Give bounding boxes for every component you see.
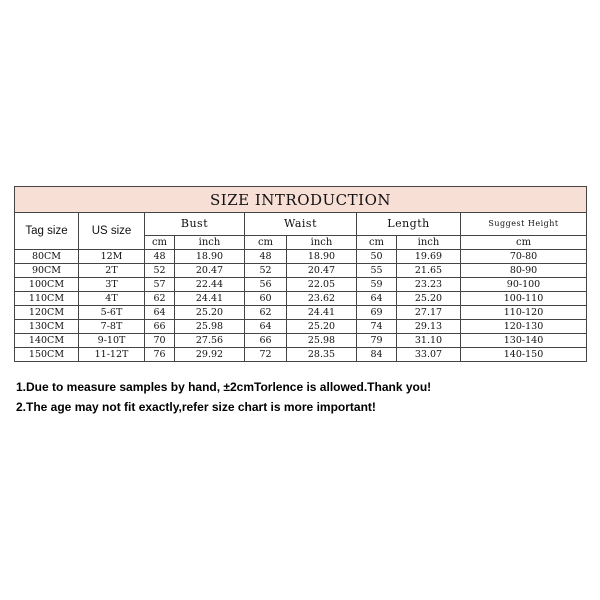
cell-length-cm: 59: [357, 278, 397, 292]
cell-waist-cm: 56: [245, 278, 287, 292]
cell-us-size: 9-10T: [79, 334, 145, 348]
header-length: Length: [357, 213, 461, 236]
cell-bust-inch: 22.44: [175, 278, 245, 292]
note-1: 1.Due to measure samples by hand, ±2cmTorlence is allowed.Thank you!: [16, 380, 432, 394]
cell-waist-inch: 25.20: [287, 320, 357, 334]
cell-waist-cm: 62: [245, 306, 287, 320]
cell-bust-inch: 24.41: [175, 292, 245, 306]
cell-bust-cm: 70: [145, 334, 175, 348]
table-row: [15, 278, 587, 292]
cell-length-inch: 21.65: [397, 264, 461, 278]
cell-bust-inch: 18.90: [175, 250, 245, 264]
cell-bust-inch: 27.56: [175, 334, 245, 348]
notes: [16, 380, 586, 420]
cell-length-cm: 69: [357, 306, 397, 320]
cell-suggest-height: 140-150: [461, 348, 587, 362]
cell-length-inch: 25.20: [397, 292, 461, 306]
cell-tag-size: 130CM: [15, 320, 79, 334]
cell-us-size: 7-8T: [79, 320, 145, 334]
table-row: [15, 306, 587, 320]
table-row: [15, 334, 587, 348]
cell-suggest-height: 130-140: [461, 334, 587, 348]
cell-length-inch: 29.13: [397, 320, 461, 334]
subheader-length-cm: cm: [357, 236, 397, 250]
note-2: 2.The age may not fit exactly,refer size chart is more important!: [16, 400, 376, 414]
cell-waist-inch: 28.35: [287, 348, 357, 362]
cell-suggest-height: 90-100: [461, 278, 587, 292]
header-us-size: US size: [79, 213, 145, 250]
cell-bust-cm: 62: [145, 292, 175, 306]
cell-suggest-height: 100-110: [461, 292, 587, 306]
cell-us-size: 11-12T: [79, 348, 145, 362]
size-table: [14, 186, 587, 362]
cell-tag-size: 110CM: [15, 292, 79, 306]
cell-length-cm: 55: [357, 264, 397, 278]
cell-waist-cm: 64: [245, 320, 287, 334]
cell-bust-inch: 29.92: [175, 348, 245, 362]
cell-us-size: 3T: [79, 278, 145, 292]
cell-bust-cm: 52: [145, 264, 175, 278]
cell-suggest-height: 110-120: [461, 306, 587, 320]
cell-waist-inch: 24.41: [287, 306, 357, 320]
cell-tag-size: 120CM: [15, 306, 79, 320]
cell-bust-cm: 76: [145, 348, 175, 362]
cell-tag-size: 100CM: [15, 278, 79, 292]
cell-bust-inch: 25.20: [175, 306, 245, 320]
cell-length-cm: 50: [357, 250, 397, 264]
cell-length-cm: 64: [357, 292, 397, 306]
cell-length-inch: 19.69: [397, 250, 461, 264]
subheader-waist-cm: cm: [245, 236, 287, 250]
cell-waist-inch: 23.62: [287, 292, 357, 306]
header-tag-size: Tag size: [15, 213, 79, 250]
header-waist: Waist: [245, 213, 357, 236]
cell-tag-size: 140CM: [15, 334, 79, 348]
cell-tag-size: 90CM: [15, 264, 79, 278]
cell-bust-cm: 66: [145, 320, 175, 334]
subheader-waist-inch: inch: [287, 236, 357, 250]
cell-length-cm: 74: [357, 320, 397, 334]
cell-waist-inch: 22.05: [287, 278, 357, 292]
cell-bust-cm: 57: [145, 278, 175, 292]
cell-length-inch: 33.07: [397, 348, 461, 362]
cell-tag-size: 80CM: [15, 250, 79, 264]
cell-us-size: 2T: [79, 264, 145, 278]
cell-length-cm: 79: [357, 334, 397, 348]
cell-bust-cm: 48: [145, 250, 175, 264]
table-title: SIZE INTRODUCTION: [15, 187, 587, 213]
cell-length-inch: 23.23: [397, 278, 461, 292]
cell-us-size: 4T: [79, 292, 145, 306]
subheader-height-cm: cm: [461, 236, 587, 250]
subheader-bust-cm: cm: [145, 236, 175, 250]
table-row: [15, 292, 587, 306]
cell-bust-cm: 64: [145, 306, 175, 320]
cell-tag-size: 150CM: [15, 348, 79, 362]
cell-waist-cm: 66: [245, 334, 287, 348]
cell-waist-cm: 52: [245, 264, 287, 278]
cell-us-size: 12M: [79, 250, 145, 264]
cell-waist-cm: 60: [245, 292, 287, 306]
cell-waist-inch: 25.98: [287, 334, 357, 348]
cell-waist-inch: 20.47: [287, 264, 357, 278]
cell-length-cm: 84: [357, 348, 397, 362]
cell-us-size: 5-6T: [79, 306, 145, 320]
cell-suggest-height: 120-130: [461, 320, 587, 334]
cell-suggest-height: 70-80: [461, 250, 587, 264]
cell-waist-cm: 72: [245, 348, 287, 362]
cell-length-inch: 31.10: [397, 334, 461, 348]
cell-suggest-height: 80-90: [461, 264, 587, 278]
table-row: [15, 264, 587, 278]
size-chart: [14, 186, 586, 362]
cell-waist-inch: 18.90: [287, 250, 357, 264]
cell-waist-cm: 48: [245, 250, 287, 264]
table-row: [15, 348, 587, 362]
subheader-length-inch: inch: [397, 236, 461, 250]
cell-bust-inch: 25.98: [175, 320, 245, 334]
subheader-bust-inch: inch: [175, 236, 245, 250]
table-row: [15, 320, 587, 334]
table-row: [15, 250, 587, 264]
header-bust: Bust: [145, 213, 245, 236]
cell-bust-inch: 20.47: [175, 264, 245, 278]
cell-length-inch: 27.17: [397, 306, 461, 320]
header-suggest-height: Suggest Height: [461, 213, 587, 236]
